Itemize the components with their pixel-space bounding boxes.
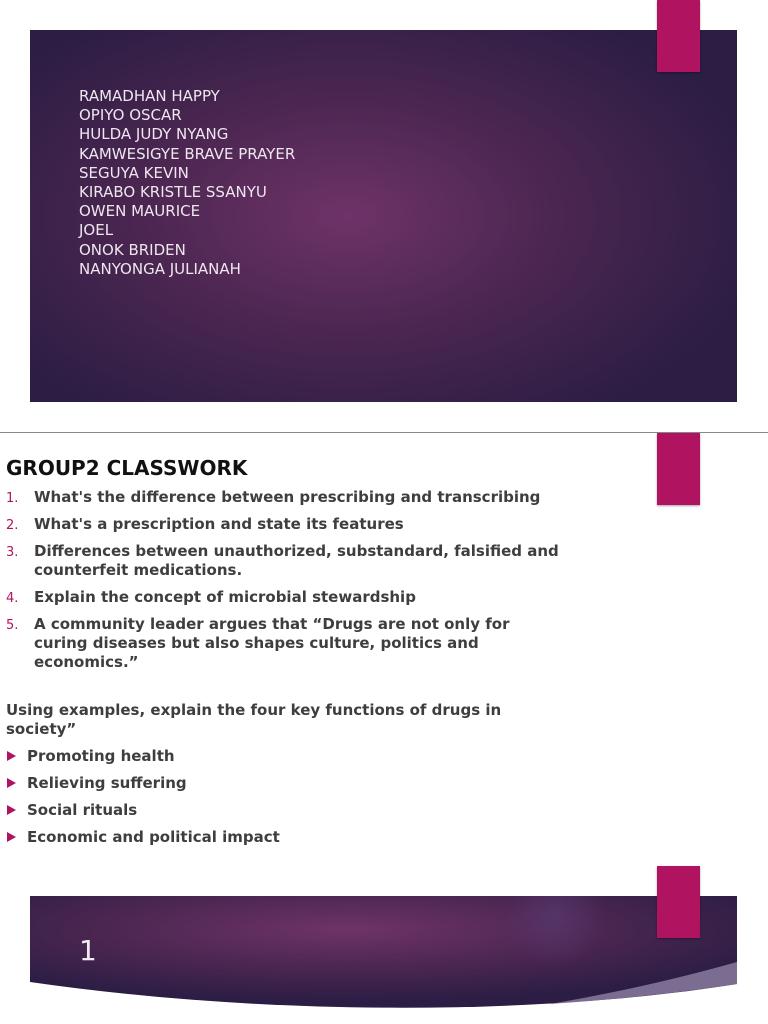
question-number: 5. — [6, 618, 19, 633]
slide-divider — [0, 432, 768, 433]
question-item — [6, 588, 566, 607]
bullet-text: Economic and political impact — [27, 828, 280, 846]
question-text: What's a prescription and state its features — [34, 515, 404, 533]
triangle-bullet-icon — [7, 832, 16, 842]
question-number: 4. — [6, 591, 19, 606]
question-number: 1. — [6, 491, 19, 506]
question-text: Differences between unauthorized, substandard, falsified and counterfeit medications. — [34, 542, 559, 579]
member-name-list — [79, 87, 295, 279]
question-text: What's the difference between prescribing and transcribing — [34, 488, 541, 506]
member-name: HULDA JUDY NYANG — [79, 125, 229, 144]
question-item — [6, 488, 566, 507]
member-name: OWEN MAURICE — [79, 202, 201, 221]
question-list — [6, 488, 566, 680]
question-item — [6, 615, 566, 672]
drug-functions-list — [6, 747, 280, 855]
triangle-bullet-icon — [7, 751, 16, 761]
question-item — [6, 515, 566, 534]
question-item — [6, 542, 566, 580]
member-name: JOEL — [79, 221, 114, 240]
slide-3-accent-tab — [657, 866, 700, 938]
triangle-bullet-icon — [7, 805, 16, 815]
bullet-text: Promoting health — [27, 747, 175, 765]
question-number: 3. — [6, 545, 19, 560]
question-number: 2. — [6, 518, 19, 533]
bullet-item — [6, 774, 280, 793]
slide-title: GROUP2 CLASSWORK — [6, 456, 248, 480]
member-name: OPIYO OSCAR — [79, 106, 182, 125]
bullet-item — [6, 747, 280, 766]
member-name: SEGUYA KEVIN — [79, 163, 189, 182]
bullet-text: Relieving suffering — [27, 774, 187, 792]
member-name: RAMADHAN HAPPY — [79, 87, 220, 105]
question-text: A community leader argues that “Drugs are not only for curing diseases but also shapes culture, politics and economics.” — [34, 615, 510, 671]
bullet-item — [6, 828, 280, 847]
member-name: NANYONGA JULIANAH — [79, 259, 241, 278]
slide-number: 1 — [79, 934, 97, 967]
slide-3-background — [30, 896, 737, 1024]
member-name: KAMWESIGYE BRAVE PRAYER — [79, 144, 296, 163]
slide-2-accent-tab — [657, 433, 700, 505]
member-name: KIRABO KRISTLE SSANYU — [79, 183, 267, 202]
bullet-item — [6, 801, 280, 820]
triangle-bullet-icon — [7, 778, 16, 788]
slide-3-shape — [30, 896, 737, 1024]
bullet-text: Social rituals — [27, 801, 138, 819]
question-text: Explain the concept of microbial stewardship — [34, 588, 416, 606]
question-continuation: Using examples, explain the four key functions of drugs in society” — [6, 701, 502, 738]
member-name: ONOK BRIDEN — [79, 240, 186, 259]
slide-1-accent-tab — [657, 0, 700, 72]
